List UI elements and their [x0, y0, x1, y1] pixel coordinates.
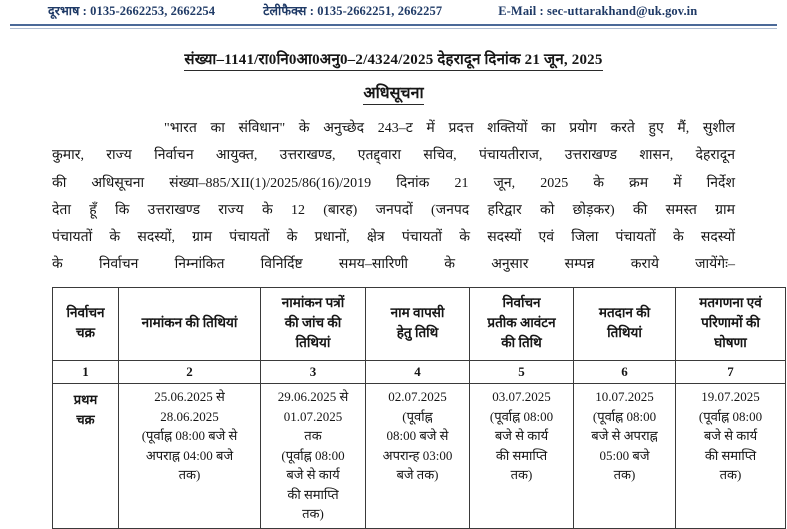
header-line: नाम वापसी	[390, 304, 445, 320]
notification-body	[52, 115, 735, 279]
contact-header-bar	[0, 0, 787, 22]
table-column-header-5	[470, 287, 574, 360]
header-line: प्रतीक आवंटन	[487, 315, 556, 331]
column-number-7: 7	[676, 360, 786, 384]
cell-line: 25.06.2025 से	[154, 389, 225, 405]
header-divider-thin	[10, 28, 777, 29]
column-number-4: 4	[366, 360, 470, 384]
header-line: हेतु तिथि	[396, 325, 439, 341]
cell-line: चक्र	[76, 411, 95, 427]
column-number-3: 3	[261, 360, 366, 384]
body-line: के निर्वाचन निम्नांकित विनिर्दिष्ट समय–सारिणी के अनुसार सम्पन्न कराये जायेंगेः–	[52, 257, 735, 273]
office-email-text: E-Mail : sec-uttarakhand@uk.gov.in	[498, 4, 698, 18]
cell-line: (पूर्वाह्न 08:00	[281, 447, 345, 463]
cell-line: की समाप्ति	[495, 447, 548, 463]
cell-line: बजे से कार्य	[494, 428, 549, 444]
cell-line: तक)	[510, 467, 533, 483]
header-line: की जांच की	[284, 315, 342, 331]
cell-line: तक)	[302, 506, 324, 522]
body-line: की अधिसूचना संख्या–885/XII(1)/2025/86(16)/2019 दिनांक 21 जून, 2025 के क्रम में निर्देश	[52, 175, 735, 191]
election-schedule-section	[52, 287, 763, 529]
column-number-5: 5	[470, 360, 574, 384]
table-column-header-7	[676, 287, 786, 360]
table-column-header-2	[119, 287, 261, 360]
header-line: निर्वाचन	[66, 304, 105, 320]
cell-line: (पूर्वाह्न 08:00 बजे से	[141, 428, 238, 444]
table-header	[53, 287, 786, 383]
office-fax-text: टेलीफैक्स : 0135-2662251, 2662257	[263, 4, 443, 18]
header-line: घोषणा	[714, 335, 747, 351]
cell-line: तक)	[178, 467, 201, 483]
cell-line: तक)	[719, 467, 742, 483]
cell-line: की समाप्ति	[704, 447, 757, 463]
header-line: नामांकन पत्रों	[281, 294, 345, 310]
notification-number-line	[0, 49, 787, 71]
cell-line: 28.06.2025	[160, 408, 219, 424]
header-line: परिणामों की	[701, 315, 760, 331]
cell-line: 03.07.2025	[492, 389, 551, 405]
cell-line: (पूर्वाह्न 08:00	[698, 408, 763, 424]
table-cell-col3	[261, 384, 366, 529]
body-line: कुमार, राज्य निर्वाचन आयुक्त, उत्तराखण्ड, एतद्द्वारा सचिव, पंचायतीराज, उत्तराखण्ड शासन, देहरादून	[52, 148, 735, 164]
cell-line: 19.07.2025	[701, 389, 760, 405]
cell-line: की समाप्ति	[287, 486, 339, 502]
header-line: मतगणना एवं	[699, 294, 762, 310]
cell-line: अपरान्ह 03:00	[382, 447, 453, 463]
header-line: निर्वाचन	[502, 294, 541, 310]
office-phone-text: दूरभाष : 0135-2662253, 2662254	[48, 4, 216, 18]
page-title-text: अधिसूचना	[363, 81, 423, 105]
header-line: नामांकन की तिथियां	[141, 315, 238, 331]
table-cell-col4	[366, 384, 470, 529]
cell-line: तक	[304, 428, 322, 444]
cell-line: तक)	[613, 467, 636, 483]
table-row	[53, 384, 786, 529]
cell-line: बजे से अपराह्न	[591, 428, 658, 444]
header-line: तिथियां	[295, 335, 331, 351]
notification-number-text: संख्या–1141/रा0नि0आ0अनु0–2/4324/2025 देहरादून दिनांक 21 जून, 2025	[184, 49, 602, 71]
cell-line: अपराह्न 04:00 बजे	[145, 447, 234, 463]
table-cell-col5	[470, 384, 574, 529]
table-column-header-4	[366, 287, 470, 360]
cell-line: 10.07.2025	[595, 389, 654, 405]
table-column-number-row	[53, 360, 786, 384]
table-cell-col1	[53, 384, 119, 529]
cell-line: (पूर्वाह्न 08:00	[489, 408, 554, 424]
cell-line: (पूर्वाह्न	[402, 408, 433, 424]
cell-line: बजे से कार्य	[703, 428, 758, 444]
table-header-row	[53, 287, 786, 360]
cell-line: 08:00 बजे से	[386, 428, 449, 444]
header-line: चक्र	[76, 325, 95, 341]
table-column-header-1	[53, 287, 119, 360]
cell-line: 02.07.2025	[388, 389, 447, 405]
body-line: "भारत का संविधान" के अनुच्छेद 243–ट में प्रदत्त शक्तियों का प्रयोग करते हुए मैं, सुशील	[164, 121, 735, 136]
table-body	[53, 384, 786, 529]
table-column-header-3	[261, 287, 366, 360]
header-line: तिथियां	[607, 325, 642, 341]
table-column-header-6	[574, 287, 676, 360]
cell-line: 05:00 बजे	[599, 447, 650, 463]
column-number-1: 1	[53, 360, 119, 384]
table-cell-col2	[119, 384, 261, 529]
cell-line: बजे से कार्य	[286, 467, 340, 483]
cell-line: 01.07.2025	[283, 408, 343, 424]
cell-line: 29.06.2025 से	[277, 389, 349, 405]
cell-line: प्रथम	[73, 392, 98, 408]
header-line: की तिथि	[501, 335, 542, 351]
header-divider-thick	[10, 24, 777, 26]
election-schedule-table	[52, 287, 786, 529]
page-title	[0, 81, 787, 105]
body-line: पंचायतों के सदस्यों, ग्राम पंचायतों के प्रधानों, क्षेत्र पंचायतों के सदस्यों एवं जिला पंचायतों के सदस्यों	[52, 230, 735, 246]
cell-line: बजे तक)	[396, 467, 439, 483]
cell-line: (पूर्वाह्न 08:00	[592, 408, 657, 424]
table-cell-col6	[574, 384, 676, 529]
header-line: मतदान की	[598, 304, 651, 320]
table-cell-col7	[676, 384, 786, 529]
column-number-2: 2	[119, 360, 261, 384]
body-line: देता हूँ कि उत्तराखण्ड राज्य के 12 (बारह) जनपदों (जनपद हरिद्वार को छोड़कर) की समस्त ग्राम	[52, 202, 735, 218]
column-number-6: 6	[574, 360, 676, 384]
